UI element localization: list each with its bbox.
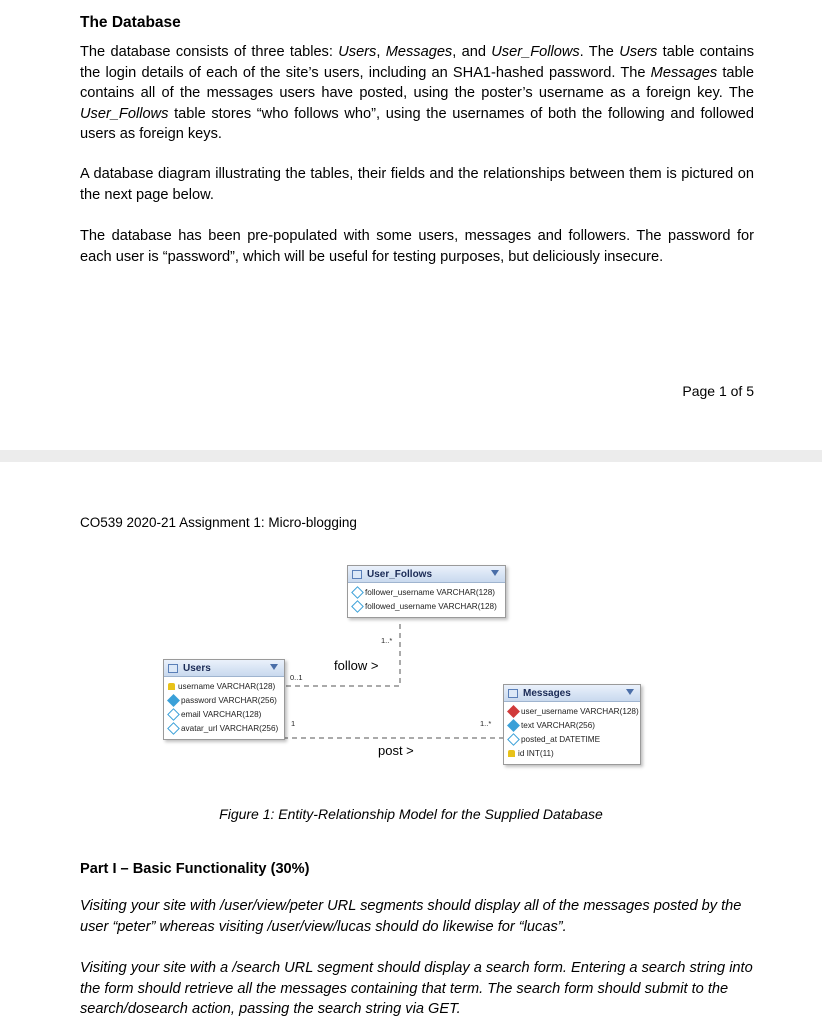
diamond-icon (507, 733, 520, 746)
table-field: id INT(11) (504, 746, 640, 760)
search-requirement: Visiting your site with a /search URL segment should display a search form. Entering a search string into the form should retrieve all the messages containing that term. The search form should submit to the search/dosearch action, passing the search string via GET. (80, 960, 753, 1017)
table-icon (168, 664, 178, 673)
cardinality-label: 1 (291, 719, 296, 728)
table-name: Messages (523, 687, 571, 699)
cardinality-label: 0..1 (290, 673, 303, 682)
page-number: Page 1 of 5 (682, 383, 754, 399)
diamond-icon (167, 694, 180, 707)
dropdown-arrow-icon (626, 689, 634, 695)
diamond-icon (351, 600, 364, 613)
table-field: username VARCHAR(128) (164, 679, 284, 693)
user-follows-table (347, 565, 506, 618)
figure-caption: Figure 1: Entity-Relationship Model for the Supplied Database (219, 806, 603, 822)
section-heading: The Database (80, 14, 181, 31)
cardinality-label: 1..* (480, 719, 492, 728)
database-description: The database consists of three tables: Users, Messages, and User_Follows. The Users table contains the login details of each of the site’s users, including an SHA1-hashed password. The Messages table contains all of the messages users have posted, using the poster’s username as a foreign key. The User_Follows table stores “who follows who”, using the usernames of both the following and followed users as foreign keys. (80, 44, 754, 142)
prepopulated-note: The database has been pre-populated with some users, messages and followers. The password for each user is “password”, which will be useful for testing purposes, but deliciously insecure. (80, 228, 754, 265)
course-header: CO539 2020-21 Assignment 1: Micro-blogging (80, 515, 357, 530)
table-icon (508, 689, 518, 698)
diamond-icon (167, 708, 180, 721)
primary-key-icon (508, 750, 515, 757)
table-field: posted_at DATETIME (504, 732, 640, 746)
table-field: password VARCHAR(256) (164, 693, 284, 707)
diamond-icon (351, 586, 364, 599)
table-field: text VARCHAR(256) (504, 718, 640, 732)
table-field: follower_username VARCHAR(128) (348, 585, 505, 599)
dropdown-arrow-icon (270, 664, 278, 670)
table-name: Users (183, 662, 211, 674)
messages-table (503, 684, 641, 765)
users-table (163, 659, 285, 740)
table-icon (352, 570, 362, 579)
table-field: email VARCHAR(128) (164, 707, 284, 721)
user-follows-table-header (348, 566, 505, 583)
table-field: user_username VARCHAR(128) (504, 704, 640, 718)
users-table-header (164, 660, 284, 677)
primary-key-icon (168, 683, 175, 690)
diagram-note: A database diagram illustrating the tables, their fields and the relationships between them is pictured on the next page below. (80, 166, 754, 203)
table-field: avatar_url VARCHAR(256) (164, 721, 284, 735)
cardinality-label: 1..* (381, 636, 393, 645)
dropdown-arrow-icon (491, 570, 499, 576)
table-field: followed_username VARCHAR(128) (348, 599, 505, 613)
part-title: Part I – Basic Functionality (30%) (80, 861, 310, 877)
diamond-icon (167, 722, 180, 735)
foreign-key-icon (507, 705, 520, 718)
post-relationship-label: post > (378, 743, 414, 758)
table-name: User_Follows (367, 568, 433, 580)
diamond-icon (507, 719, 520, 732)
follow-relationship-label: follow > (334, 658, 379, 673)
user-view-requirement: Visiting your site with /user/view/peter URL segments should display all of the messages posted by the user “peter” whereas visiting /user/view/lucas should do likewise for “lucas”. (80, 898, 742, 935)
messages-table-header (504, 685, 640, 702)
